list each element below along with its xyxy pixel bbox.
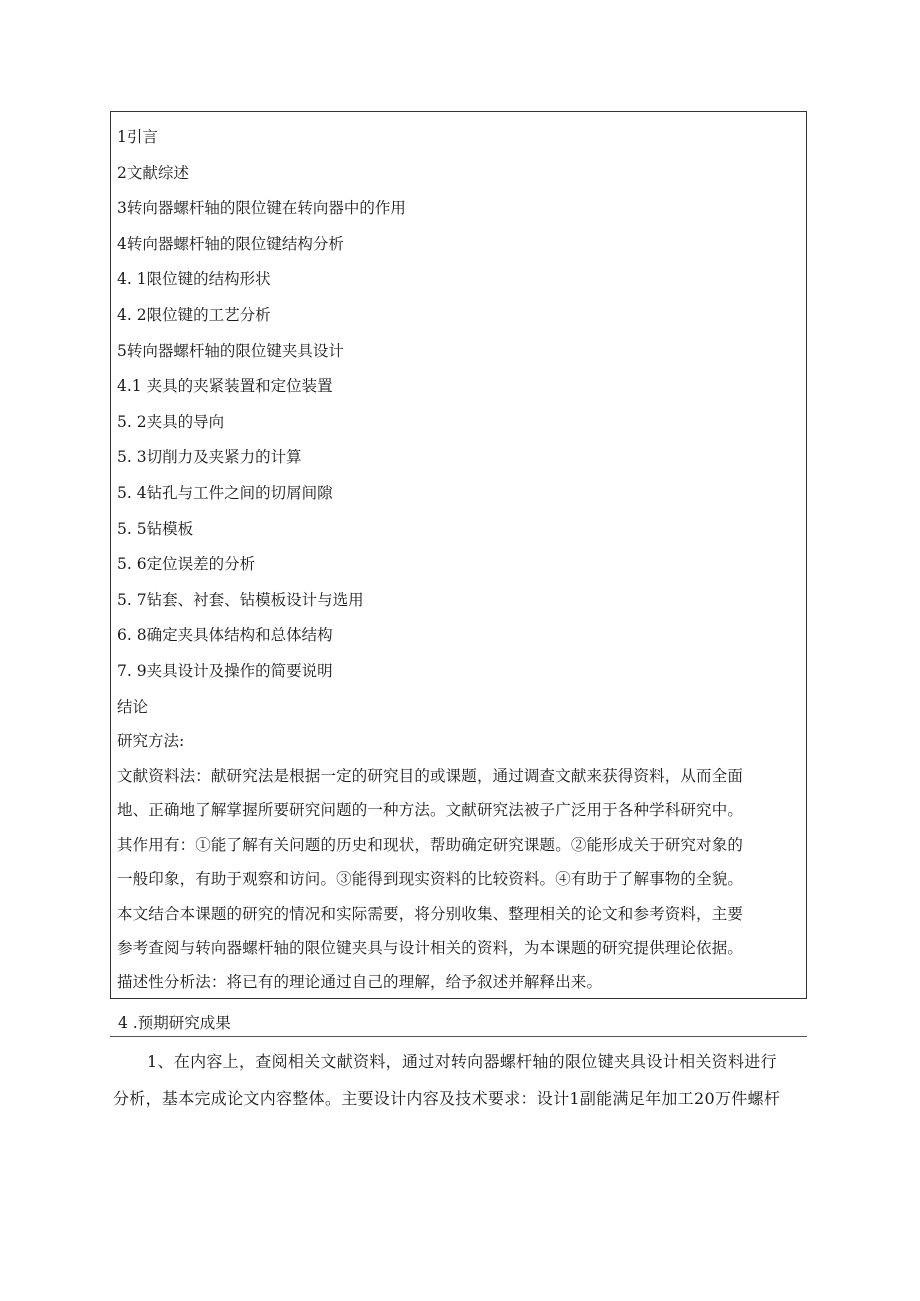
outline-item: 5. 2夹具的导向 <box>117 412 225 431</box>
method-line: 本文结合本课题的研究的情况和实际需要，将分别收集、整理相关的论文和参考资料，主要 <box>117 904 744 923</box>
outline-item: 4.1 夹具的夹紧装置和定位装置 <box>117 377 333 396</box>
method-line: 其作用有：①能了解有关问题的历史和现状，帮助确定研究课题。②能形成关于研究对象的 <box>117 835 744 854</box>
outline-item: 5. 6定位误差的分析 <box>117 555 256 574</box>
outline-item: 结论 <box>117 697 149 716</box>
method-description <box>117 759 743 1000</box>
outline-item: 2文献综述 <box>117 163 189 182</box>
outline-item: 6. 8确定夹具体结构和总体结构 <box>117 626 333 645</box>
outline-item: 5. 4钻孔与工件之间的切屑间隙 <box>117 483 333 502</box>
content-table-cell <box>110 111 807 999</box>
method-line: 参考查阅与转向器螺杆轴的限位键夹具与设计相关的资料，为本课题的研究提供理论依据。 <box>117 938 744 957</box>
section-heading: 4 .预期研究成果 <box>118 1014 231 1032</box>
outline-item: 4. 1限位键的结构形状 <box>117 270 271 289</box>
method-label: 研究方法: <box>117 732 185 750</box>
outline-item: 5转向器螺杆轴的限位键夹具设计 <box>117 341 344 360</box>
outline-item: 4. 2限位键的工艺分析 <box>117 305 271 324</box>
outline-item: 5. 7钻套、衬套、钻模板设计与选用 <box>117 590 364 609</box>
method-line: 文献资料法：献研究法是根据一定的研究目的或课题，通过调查文献来获得资料，从而全面 <box>117 767 744 785</box>
outline-list <box>117 120 406 725</box>
paragraph-line: 分析，基本完成论文内容整体。主要设计内容及技术要求：设计1副能满足年加工20万件螺杆 <box>113 1089 781 1108</box>
outline-item: 5. 3切削力及夹紧力的计算 <box>117 448 302 467</box>
outline-item: 7. 9夹具设计及操作的简要说明 <box>117 661 333 680</box>
divider <box>110 1036 807 1037</box>
outline-item: 4转向器螺杆轴的限位键结构分析 <box>117 234 344 253</box>
outline-item: 3转向器螺杆轴的限位键在转向器中的作用 <box>117 199 406 218</box>
paragraph-line: 1、在内容上，查阅相关文献资料，通过对转向器螺杆轴的限位键夹具设计相关资料进行 <box>147 1052 777 1071</box>
expected-results-paragraph <box>113 1043 780 1117</box>
outline-item: 5. 5钻模板 <box>117 519 194 538</box>
method-line: 地、正确地了解掌握所要研究问题的一种方法。文献研究法被子广泛用于各种学科研究中。 <box>117 801 744 820</box>
method-line: 一般印象，有助于观察和访问。③能得到现实资料的比较资料。④有助于了解事物的全貌。 <box>117 870 744 889</box>
outline-item: 1引言 <box>117 128 158 146</box>
method-line: 描述性分析法：将已有的理论通过自己的理解，给予叙述并解释出来。 <box>117 973 603 992</box>
